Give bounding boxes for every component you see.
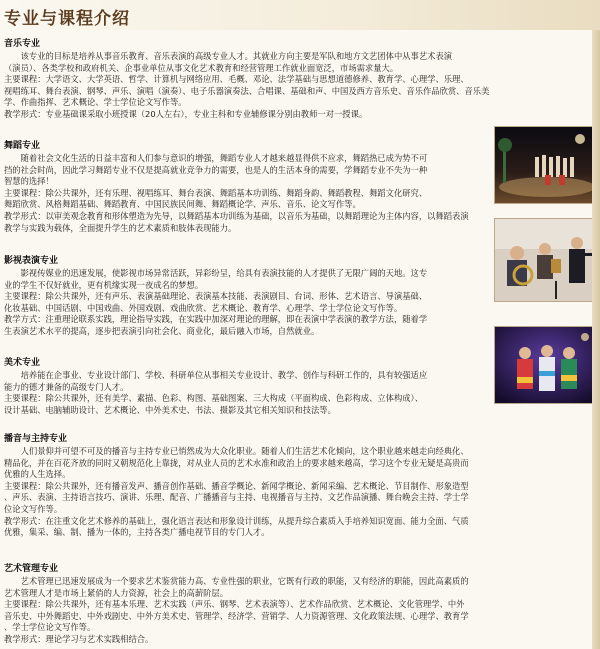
decorative-edge	[592, 30, 600, 649]
text-line: 学、作曲指挥、艺术概论、学士学位论文写作等。	[4, 97, 187, 108]
text-line: 主要课程：除公共课外，还有乐理、视唱练耳、舞台表演、舞蹈基本功训练、舞蹈身韵、舞蹈教程、舞蹈文化研究、	[4, 187, 428, 198]
section-title: 美术专业	[4, 358, 41, 368]
text-line: 业的学生不仅好就业，更有机缘实现一夜成名的梦想。	[4, 279, 204, 290]
text-line: 挡的社会时尚，因此学习舞蹈专业不仅是提高就业竞争力的需要，也是人的生活本身的需要，学舞蹈专业不失为一种	[4, 164, 428, 175]
section-arts-management	[4, 563, 592, 646]
text-line: 、声乐、表演、主持语言技巧、演讲、乐理、配音、广播播音与主持、电视播音与主持、文艺作品演播、舞台晚会主持、学士学	[4, 492, 469, 503]
text-line: 设计基础、电脑辅助设计、艺术概论、中外美术史、书法、摄影及其它相关知识和技法等。	[4, 404, 336, 415]
text-line: 影视传媒业的迅速发展，使影视市场异常活跃，异彩纷呈，给具有表演技能的人才提供了无限广阔的天地。这专	[20, 268, 428, 278]
text-line: 精品化，并在百花齐放的同时又朝规范化上靠拢，对从业人员的艺术水准和政治上的要求越来越高，学习这个专业无疑是高贵而	[4, 457, 469, 468]
text-line: （演员）、各类学校和政府机关、企事业单位从事文化艺术教育和经营管理工作就业面宽泛，市场需求量大。	[4, 62, 399, 73]
section-fine-arts	[4, 357, 492, 416]
section-title: 影视表演专业	[4, 256, 59, 266]
text-line: 音乐史、中外舞蹈史、中外戏剧史、中外方美术史、管理学、经济学、营销学、人力资源管理、文化政策法规、心理学、教育学	[4, 610, 469, 621]
text-line: 视唱练耳、舞台表演、钢琴、声乐、演唱（演奏）、电子乐器演奏法、合唱课、基础和声、中国及西方音乐史、音乐作品欣赏、音乐美	[4, 85, 490, 96]
text-line: 能力的德才兼备的高级专门人才。	[4, 381, 129, 392]
text-line: 艺术管理人才是市场上紧俏的人力资源，社会上的高薪阶层。	[4, 587, 229, 598]
section-title: 音乐专业	[4, 39, 41, 49]
text-line: 主要课程：大学语文、大学英语、哲学、计算机与网络应用、毛概、邓论、法学基础与思想道德修养、教育学、心理学、乐理、	[4, 74, 469, 85]
dance-performance-photo	[494, 126, 600, 204]
text-line: 位论文写作等。	[4, 503, 63, 514]
text-line: 艺术管理已迅速发展成为一个要求艺术鉴赏能力高、专业性强的职业，它既有行政的职能，又有经济的职能，因此高素质的	[20, 576, 469, 586]
header-banner	[0, 0, 600, 30]
text-line: 优雅的人生选择。	[4, 469, 71, 480]
section-film-acting	[4, 255, 492, 338]
section-dance	[4, 140, 492, 234]
text-line: 舞蹈欣赏、风格舞蹈基础、舞蹈教育、中国民族民间舞、舞蹈概论学、声乐、音乐、论文写作等。	[4, 199, 361, 210]
text-line: 该专业的目标是培养从事音乐教育、音乐表演的高级专业人才。其就业方向主要是军队和地方文艺团体中从事艺术表演	[20, 51, 453, 61]
text-line: 教学形式：理论学习与艺术实践相结合。	[4, 633, 154, 644]
text-line: 主要课程：除公共课外，还有基本乐理、艺术实践（声乐、钢琴、艺术表演等）、艺术作品欣赏、艺术概论、文化管理学、中外	[4, 599, 465, 610]
text-line: 教学形式：在注重文化艺术修养的基础上，强化语言表达和形象设计训练，从提升综合素质入手培养知识宽面、能力全面、气质	[4, 515, 469, 526]
text-line: 主要课程：除公共课外，还有声乐、表演基础理论、表演基本技能、表演剧目、台词、形体、艺术语言、导演基础、	[4, 291, 428, 302]
section-music	[4, 38, 592, 121]
text-line: 培养能在企事业、专业设计部门、学校、科研单位从事相关专业设计、教学、创作与科研工作的，具有较强适应	[20, 370, 428, 380]
text-line: 生表演艺术水平的提高，逐步把表演引向社会化、商业化，最后融入市场，自然就业。	[4, 325, 320, 336]
page-title: 专业与课程介绍	[4, 9, 130, 29]
text-line: 人们景仰并可望不可及的播音与主持专业已悄然成为大众化职业。随着人们生活艺术化倾向，这个职业越来越走向经典化、	[20, 446, 469, 456]
section-title: 艺术管理专业	[4, 564, 59, 574]
section-title: 播音与主持专业	[4, 434, 68, 444]
text-line: 化妆基础、中国话剧、中国戏曲、外国戏剧、戏曲欣赏、艺术概论、教育学、心理学、学士学位论文写作等。	[4, 302, 403, 313]
text-line: 智慧的选择！	[4, 176, 54, 187]
text-line: 主要课程：除公共课外，还有播音发声、播音创作基础、播音学概论、新闻学概论、新闻采编、艺术概论、节目制作、形象造型	[4, 480, 469, 491]
section-title: 舞蹈专业	[4, 141, 41, 151]
text-line: 教学方式：注重理论联系实践，理论指导实践，在实践中加深对理论的理解，即在表演中学表演的教学方法，随着学	[4, 314, 428, 325]
orchestra-rehearsal-photo	[494, 218, 600, 302]
text-line: 教学形式：专业基础课采取小班授课（20人左右），专业主科和专业辅修课分别由教师一对一授课。	[4, 108, 368, 119]
text-line: 主要课程：除公共课外，还有美学、素描、色彩、构图、基础图案、三大构成（平面构成、色彩构成、立体构成）、	[4, 393, 423, 404]
ethnic-costume-performance-photo	[494, 326, 600, 404]
text-line: 优雅，集采、编、制、播为一体的，主持各类广播电视节目的专门人才。	[4, 527, 270, 538]
text-line: 教学与实践为载体，全面提升学生的艺术素质和肢体表现能力。	[4, 222, 237, 233]
text-line: 教学形式：以审美观念教育和形体塑造为先导，以舞蹈基本功训练为基础，以音乐为基础，以舞蹈理论为主体内容，以舞蹈表演	[4, 210, 469, 221]
text-line: 随着社会文化生活的日益丰富和人们参与意识的增强，舞蹈专业人才越来越显得供不应求，舞蹈热已成为势不可	[20, 153, 428, 163]
text-line: 、学士学位论文写作等。	[4, 622, 96, 633]
section-broadcasting	[4, 433, 592, 539]
